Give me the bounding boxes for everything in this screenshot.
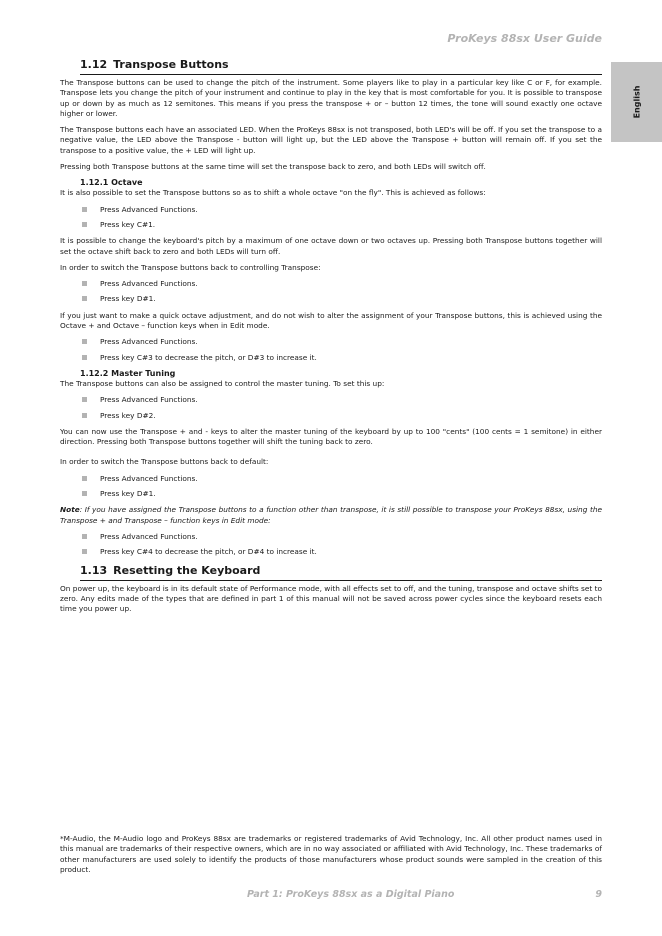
list-item [60,279,602,289]
list-item [60,395,602,405]
paragraph: The Transpose buttons can be used to change the pitch of the instrument. Some players like to play in a particular key like C or F, for example. Transpose lets you change the pitch of your instrument and continue to play in the key that is most comfortable for you. It is possible to transpose up or down by as much as 12 semitones. This means if you press the transpose + or – button 12 times, the tone will sound exactly one octave higher or lower. [60,78,602,118]
paragraph: It is possible to change the keyboard's pitch by a maximum of one octave down or two octaves up. Pressing both Transpose buttons together will set the octave shift back to zero and both LEDs will turn off. [60,236,602,256]
square-bullet-icon [82,534,87,539]
square-bullet-icon [82,413,87,418]
square-bullet-icon [82,355,87,360]
list-item-text: Press key C#3 to decrease the pitch, or D#3 to increase it. [100,352,317,362]
step-list [60,279,602,305]
paragraph: In order to switch the Transpose buttons back to controlling Transpose: [60,262,321,272]
square-bullet-icon [82,491,87,496]
list-item [60,489,602,499]
list-item [60,353,602,363]
language-tab-label: English [632,85,641,119]
square-bullet-icon [82,222,87,227]
step-list [60,532,602,558]
trademark-footnote: *M-Audio, the M-Audio logo and ProKeys 88sx are trademarks or registered trademarks of Avid Technology, Inc. All other product names used in this manual are trademarks of their respective owners, which are in no way associated or affiliated with Avid Technology, Inc. These trademarks of other manufacturers are used solely to identify the products of those manufacturers whose product sounds were sampled in the creation of this product. [60,834,602,875]
paragraph: On power up, the keyboard is in its default state of Performance mode, with all effects set to off, and the tuning, transpose and octave shifts set to zero. Any edits made of the types that are defined in part 1 of this manual will not be saved across power cycles since the keyboard resets each time you power up. [60,583,602,614]
list-item [60,532,602,542]
paragraph: If you just want to make a quick octave adjustment, and do not wish to alter the assignment of your Transpose buttons, this is achieved using the Octave + and Octave – function keys when in Edit mode. [60,310,602,331]
paragraph: The Transpose buttons can also be assigned to control the master tuning. To set this up: [60,378,385,388]
list-item [60,294,602,304]
paragraph: In order to switch the Transpose buttons back to default: [60,457,269,467]
list-item [60,547,602,557]
list-item-text: Press Advanced Functions. [100,531,198,541]
paragraph: You can now use the Transpose + and - keys to alter the master tuning of the keyboard by up to 100 "cents" (100 cents = 1 semitone) in either direction. Pressing both Transpose buttons together will shift the tuning back to zero. [60,426,602,447]
list-item [60,220,602,230]
paragraph: Pressing both Transpose buttons at the same time will set the transpose back to zero, and both LEDs will switch off. [60,162,486,172]
square-bullet-icon [82,549,87,554]
list-item-text: Press Advanced Functions. [100,473,198,483]
step-list [60,474,602,500]
list-item-text: Press key D#2. [100,410,156,420]
section-title: Transpose Buttons [113,58,229,71]
footer-part-title: Part 1: ProKeys 88sx as a Digital Piano [247,889,455,900]
list-item [60,411,602,421]
square-bullet-icon [82,207,87,212]
note-label: Note [60,505,80,515]
subsection-octave-heading: 1.12.1 Octave [80,178,143,188]
list-item-text: Press Advanced Functions. [100,337,198,347]
square-bullet-icon [82,281,87,286]
square-bullet-icon [82,296,87,301]
guide-title: ProKeys 88sx User Guide [447,32,602,45]
page-content [60,58,602,620]
list-item-text: Press key D#1. [100,294,156,304]
square-bullet-icon [82,339,87,344]
list-item-text: Press key C#4 to decrease the pitch, or D#4 to increase it. [100,547,317,557]
list-item-text: Press Advanced Functions. [100,395,198,405]
step-list [60,205,602,231]
list-item-text: Press key D#1. [100,489,156,499]
list-item-text: Press key C#1. [100,219,156,229]
step-list [60,337,602,363]
list-item [60,337,602,347]
square-bullet-icon [82,397,87,402]
list-item-text: Press Advanced Functions. [100,279,198,289]
list-item [60,205,602,215]
note-text: : If you have assigned the Transpose buttons to a function other than transpose, it is still possible to transpose your ProKeys 88sx, using the Transpose + and Transpose – function keys in Edit mode: [60,505,602,525]
section-number: 1.13 [80,563,108,577]
section-number: 1.12 [80,58,108,71]
paragraph: The Transpose buttons each have an associated LED. When the ProKeys 88sx is not transposed, both LED's will be off. If you set the transpose to a negative value, the LED above the Transpose - button will light up, but the LED above the Transpose + button will remain off. If you set the transpose to a positive value, the + LED will light up. [60,125,602,155]
subsection-master-tuning-heading: 1.12.2 Master Tuning [80,368,176,378]
language-tab [611,62,662,142]
section-title: Resetting the Keyboard [113,563,261,577]
note-paragraph [60,505,602,526]
step-list [60,395,602,421]
section-1-13-heading [80,564,602,581]
list-item [60,474,602,484]
page-number: 9 [595,889,602,900]
square-bullet-icon [82,476,87,481]
section-1-12-heading [80,58,602,75]
paragraph: It is also possible to set the Transpose buttons so as to shift a whole octave "on the fly". This is achieved as follows: [60,188,486,198]
list-item-text: Press Advanced Functions. [100,204,198,214]
